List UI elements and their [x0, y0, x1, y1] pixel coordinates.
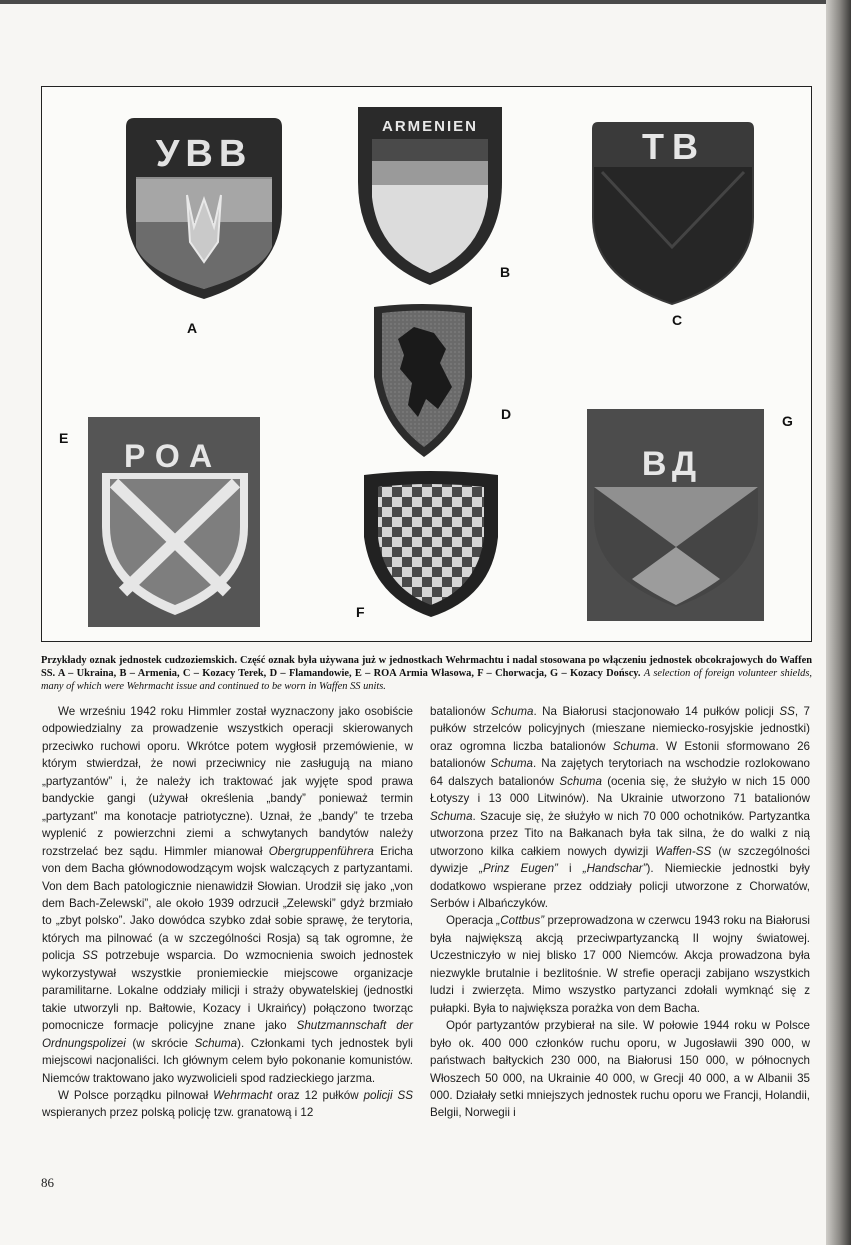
page-number: 86: [41, 1175, 54, 1190]
badge-label-b: B: [500, 264, 511, 280]
badges-figure: [41, 86, 812, 642]
paragraph: W Polsce porządku pilnował Wehrmacht oraz 12 pułków policji SS wspieranych przez polską policję tzw. granatową i 12: [42, 1088, 413, 1120]
left-column: [42, 703, 413, 1122]
badge-terek: [590, 122, 754, 305]
paragraph: We wrześniu 1942 roku Himmler został wyznaczony jako osobiście odpowiedzialny za prowadzenie wszystkich operacji skierowanych przeciwko ruchowi oporu. Wkrótce potem wygłosił przemówienie, w którym stwierdzał, że nowi przeciwnicy nie zasługują na miano „partyzantów” i, że należy ich traktować jak wyjęte spod prawa bandyckie gangi (używał określenia „bandy” ponieważ termin „partyzant” ma konotacje patriotyczne). Uznał, że „bandy” te trzeba wyplenić z powierzchni ziemi a schwytanych bandytów należy rozstrzelać bez sądu. Himmler mianował Obergruppenführera Ericha von dem Bacha głównodowodzącym wojsk walczących z partyzantami. Von dem Bach patologicznie nienawidził Słowian. Urodził się jako „von dem Bach-Zelewski”, ale około 1939 odrzucił „Zelewski” gdyż brzmiało to „zbyt polsko”. Jako dowódca szybko zdał sobie sprawę, że terytoria, których ma pilnować (a w szczególności Rosja) są tak ogromne, że policja SS potrzebuje wsparcia. Do wzmocnienia swoich jednostek wykorzystywał wszystkie proniemieckie miejscowe organizacje paramilitarne. Lokalne oddziały milicji i straży obywatelskiej (jednostki takie utworzyli np. Bałtowie, Kozacy i Ukraińcy) połączono tworząc pomocnicze formacje policyjne znane jako Shutzmannschaft der Ordnungspolizei (w skrócie Schuma). Członkami tych jednostek byli miejscowi nacjonaliści. Ich głównym celem było pokonanie komunistów. Niemców traktowano jako wyzwolicieli spod radzieckiego jarzma.: [42, 705, 413, 1085]
badge-g-text: ВД: [641, 445, 703, 483]
paragraph: Opór partyzantów przybierał na sile. W połowie 1944 roku w Polsce było ok. 400 000 członków ruchu oporu, w Jugosławii 390 000, w państwach bałtyckich 230 000, na Białorusi 150 000, w północnych Włoszech 50 000, na Ukrainie 40 000, w Grecji 40 000, a w Albanii 35 000. Działały setki mniejszych jednostek ruchu oporu we Francji, Holandii, Belgii, Norwegii i: [430, 1019, 810, 1120]
right-column: [430, 703, 810, 1122]
caption-polish: Przykłady oznak jednostek cudzoziemskich. Część oznak była używana już w jednostkach Wehrmachtu i nadal stosowana po włączeniu jednostek obcokrajowych do Waffen SS. A – Ukraina, B – Armenia, C – Kozacy Terek, D – Flamandowie, E – ROA Armia Własowa, F – Chorwacja, G – Kozacy Dońscy.: [41, 655, 812, 679]
figure-caption: [41, 654, 812, 693]
top-edge: [0, 0, 851, 4]
book-spine-shadow: [826, 0, 851, 1245]
badge-label-g: G: [782, 413, 793, 429]
badge-label-e: E: [59, 430, 69, 446]
badge-e-text: РОА: [123, 438, 223, 474]
paragraph: batalionów Schuma. Na Białorusi stacjonowało 14 pułków policji SS, 7 pułków strzelców policyjnych (mieszane niemiecko-rosyjskie jednostki) oraz ogromna liczba batalionów Schuma. W Estonii sformowano 26 batalionów Schuma. Na zajętych terytoriach na wschodzie rozlokowano 64 dalszych batalionów Schuma (ocenia się, że służyło w nich 15 000 Łotyszy i 13 000 Litwinów). Na Ukrainie utworzono 71 batalionów Schuma. Szacuje się, że służyło w nich 70 000 ochotników. Partyzantka utworzona przez Tito na Bałkanach była tak silna, że do walki z nią utworzono kilka całkiem nowych dywizji Waffen-SS (w szczególności dywizje „Prinz Eugen” i „Handschar”). Niemieckie jednostki były dodatkowo wspierane przez oddziały policji utworzone z Chorwatów, Serbów i Albańczyków.: [430, 705, 810, 910]
caption-english: A selection of foreign volunteer shields, many of which were Wehrmacht issue and continued to be worn in Waffen SS units.: [41, 668, 812, 692]
badge-armenia: [358, 107, 502, 285]
badge-label-a: A: [187, 320, 198, 336]
badge-croatia: [364, 471, 498, 617]
badge-label-d: D: [501, 406, 512, 422]
badge-c-text: ТВ: [642, 126, 706, 167]
badges-illustration: [42, 87, 813, 643]
badge-don: [587, 409, 764, 621]
badge-flemish: [374, 304, 472, 457]
badge-b-text: ARMENIEN: [381, 118, 479, 135]
badge-label-f: F: [356, 604, 365, 620]
badge-roa: [88, 417, 260, 627]
paragraph: Operacja „Cottbus” przeprowadzona w czerwcu 1943 roku na Białorusi była największą akcją przeciwpartyzancką II wojny światowej. Uczestniczyło w niej blisko 17 000 Niemców. Akcja prowadzona była niezwykle brutalnie i bezlitośnie. W strefie operacji zabijano wszystkich ludzi i zwierzęta. Mimo wszystko partyzanci zdołali wymknąć się z pułapki. Była to największa porażka von dem Bacha.: [430, 914, 810, 1015]
badge-ukraine: [126, 118, 282, 299]
badge-label-c: C: [672, 312, 683, 328]
badge-a-text: УВВ: [155, 133, 253, 175]
